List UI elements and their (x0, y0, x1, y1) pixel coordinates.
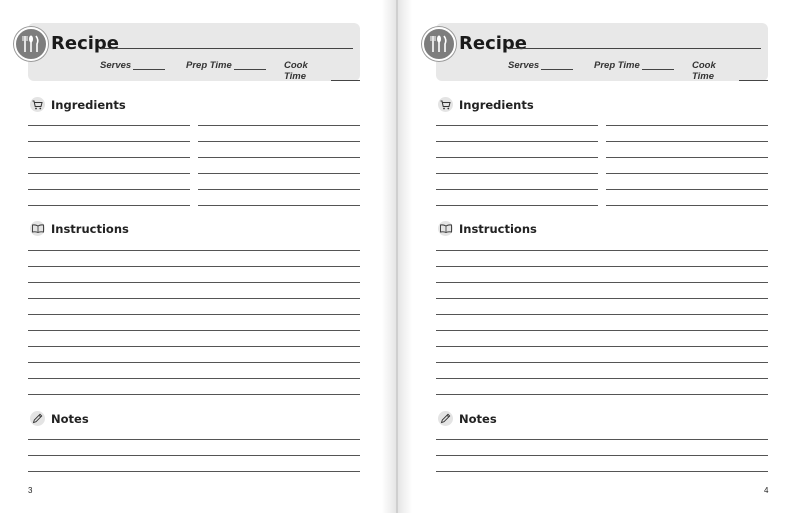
instruction-line[interactable] (436, 362, 768, 363)
prep-time-field[interactable]: Prep Time (186, 60, 266, 71)
notes-line[interactable] (436, 439, 768, 440)
recipe-name-line[interactable] (101, 48, 353, 49)
notes-heading: Notes (30, 411, 89, 426)
instruction-line[interactable] (28, 362, 360, 363)
recipe-title: Recipe (459, 33, 528, 54)
ingredient-line[interactable] (28, 205, 190, 206)
ingredient-line[interactable] (436, 189, 598, 190)
instruction-line[interactable] (436, 250, 768, 251)
instruction-line[interactable] (28, 346, 360, 347)
prep-time-field[interactable]: Prep Time (594, 60, 674, 71)
instruction-line[interactable] (436, 378, 768, 379)
notes-line[interactable] (436, 455, 768, 456)
recipe-title: Recipe (51, 33, 120, 54)
instruction-line[interactable] (436, 266, 768, 267)
notes-heading: Notes (438, 411, 497, 426)
instruction-line[interactable] (28, 298, 360, 299)
instruction-line[interactable] (436, 346, 768, 347)
page-number: 3 (28, 486, 33, 495)
instruction-line[interactable] (436, 394, 768, 395)
ingredient-line[interactable] (198, 205, 360, 206)
ingredient-line[interactable] (198, 157, 360, 158)
cook-time-field[interactable]: Cook Time (692, 60, 768, 82)
pencil-icon (30, 411, 45, 426)
notes-line[interactable] (28, 471, 360, 472)
serves-field[interactable]: Serves (100, 60, 165, 71)
ingredient-line[interactable] (606, 141, 768, 142)
ingredient-line[interactable] (606, 125, 768, 126)
recipe-header (28, 23, 360, 81)
ingredient-line[interactable] (606, 189, 768, 190)
recipe-name-line[interactable] (509, 48, 761, 49)
ingredient-line[interactable] (436, 141, 598, 142)
open-book-icon (30, 221, 45, 236)
instruction-line[interactable] (28, 250, 360, 251)
instructions-heading: Instructions (438, 221, 537, 236)
ingredient-line[interactable] (28, 157, 190, 158)
cook-time-field[interactable]: Cook Time (284, 60, 360, 82)
instruction-line[interactable] (436, 314, 768, 315)
notes-line[interactable] (436, 471, 768, 472)
ingredient-line[interactable] (606, 173, 768, 174)
shopping-cart-icon (30, 97, 45, 112)
ingredient-line[interactable] (198, 189, 360, 190)
recipe-header (436, 23, 768, 81)
ingredient-line[interactable] (606, 157, 768, 158)
instruction-line[interactable] (28, 282, 360, 283)
shopping-cart-icon (438, 97, 453, 112)
instruction-line[interactable] (28, 330, 360, 331)
ingredient-line[interactable] (436, 125, 598, 126)
instruction-line[interactable] (436, 330, 768, 331)
ingredient-line[interactable] (606, 205, 768, 206)
ingredient-line[interactable] (198, 141, 360, 142)
ingredients-heading: Ingredients (438, 97, 534, 112)
instruction-line[interactable] (436, 298, 768, 299)
ingredient-line[interactable] (198, 173, 360, 174)
ingredient-line[interactable] (436, 173, 598, 174)
instruction-line[interactable] (28, 314, 360, 315)
pencil-icon (438, 411, 453, 426)
ingredients-heading: Ingredients (30, 97, 126, 112)
cutlery-icon (14, 27, 48, 61)
ingredient-line[interactable] (28, 141, 190, 142)
ingredient-line[interactable] (28, 125, 190, 126)
open-book-icon (438, 221, 453, 236)
cutlery-icon (422, 27, 456, 61)
ingredient-line[interactable] (436, 205, 598, 206)
ingredient-line[interactable] (436, 157, 598, 158)
page-number: 4 (764, 486, 769, 495)
instruction-line[interactable] (28, 266, 360, 267)
notes-line[interactable] (28, 455, 360, 456)
left-page (0, 0, 396, 513)
instruction-line[interactable] (436, 282, 768, 283)
notes-line[interactable] (28, 439, 360, 440)
instruction-line[interactable] (28, 378, 360, 379)
ingredient-line[interactable] (28, 173, 190, 174)
instruction-line[interactable] (28, 394, 360, 395)
instructions-heading: Instructions (30, 221, 129, 236)
ingredient-line[interactable] (198, 125, 360, 126)
right-page (398, 0, 794, 513)
ingredient-line[interactable] (28, 189, 190, 190)
serves-field[interactable]: Serves (508, 60, 573, 71)
